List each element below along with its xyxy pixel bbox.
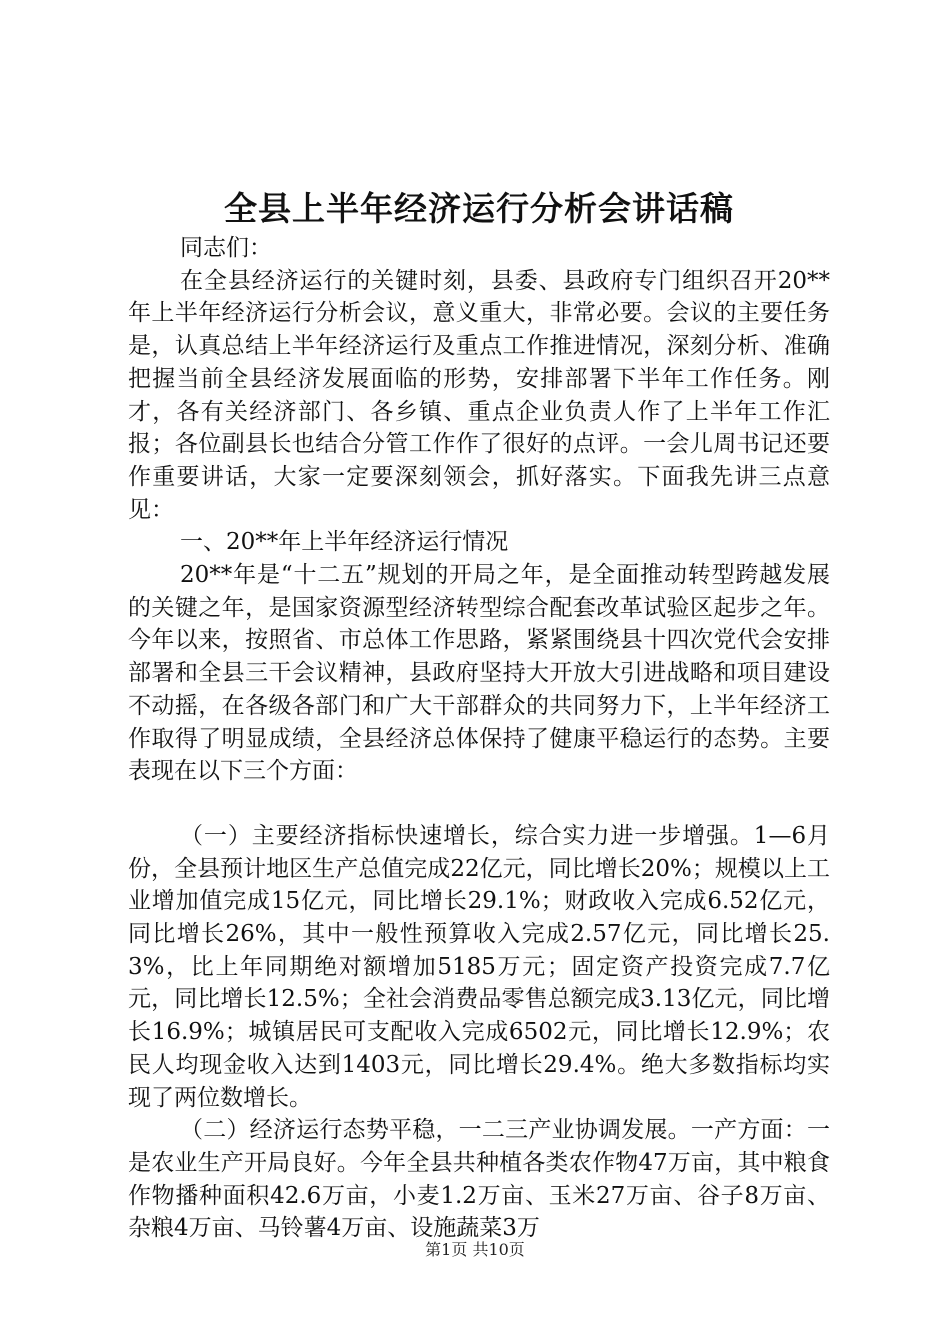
- salutation: 同志们：: [180, 235, 272, 261]
- paragraph-indicators: （一）主要经济指标快速增长，综合实力进一步增强。1—6月份，全县预计地区生产总值完成22亿元，同比增长20%；规模以上工业增加值完成15亿元，同比增长29.1%；财政收入完成6.52亿元，同比增长26%，其中一般性预算收入完成2.57亿元，同比增长25.3%，比上年同期绝对额增加5185万元；固定资产投资完成7.7亿元，同比增长12.5%；全社会消费品零售总额完成3.13亿元，同比增长16.9%；城镇居民可支配收入完成6502元，同比增长12.9%；农民人均现金收入达到1403元，同比增长29.4%。绝大多数指标均实现了两位数增长。: [128, 822, 830, 1111]
- page-footer: 第1页 共10页: [425, 1240, 525, 1259]
- paragraph-industries: （二）经济运行态势平稳，一二三产业协调发展。一产方面：一是农业生产开局良好。今年全县共种植各类农作物47万亩，其中粮食作物播种面积42.6万亩，小麦1.2万亩、玉米27万亩、谷子8万亩、杂粮4万亩、马铃薯4万亩、设施蔬菜3万: [128, 1117, 830, 1242]
- paragraph-overview: 20**年是“十二五”规划的开局之年，是全面推动转型跨越发展的关键之年，是国家资源型经济转型综合配套改革试验区起步之年。今年以来，按照省、市总体工作思路，紧紧围绕县十四次党代会安排部署和全县三干会议精神，县政府坚持大开放大引进战略和项目建设不动摇，在各级各部门和广大干部群众的共同努力下，上半年经济工作取得了明显成绩，全县经济总体保持了健康平稳运行的态势。主要表现在以下三个方面：: [128, 562, 830, 785]
- document-title: 全县上半年经济运行分析会讲话稿: [224, 189, 734, 228]
- document-body: [128, 232, 830, 1245]
- section-heading: 一、20**年上半年经济运行情况: [180, 529, 509, 556]
- paragraph-intro: 在全县经济运行的关键时刻，县委、县政府专门组织召开20**年上半年经济运行分析会议，意义重大，非常必要。会议的主要任务是，认真总结上半年经济运行及重点工作推进情况，深刻分析、准确把握当前全县经济发展面临的形势，安排部署下半年工作任务。刚才，各有关经济部门、各乡镇、重点企业负责人作了上半年工作汇报；各位副县长也结合分管工作作了很好的点评。一会儿周书记还要作重要讲话，大家一定要深刻领会，抓好落实。下面我先讲三点意见：: [128, 267, 830, 523]
